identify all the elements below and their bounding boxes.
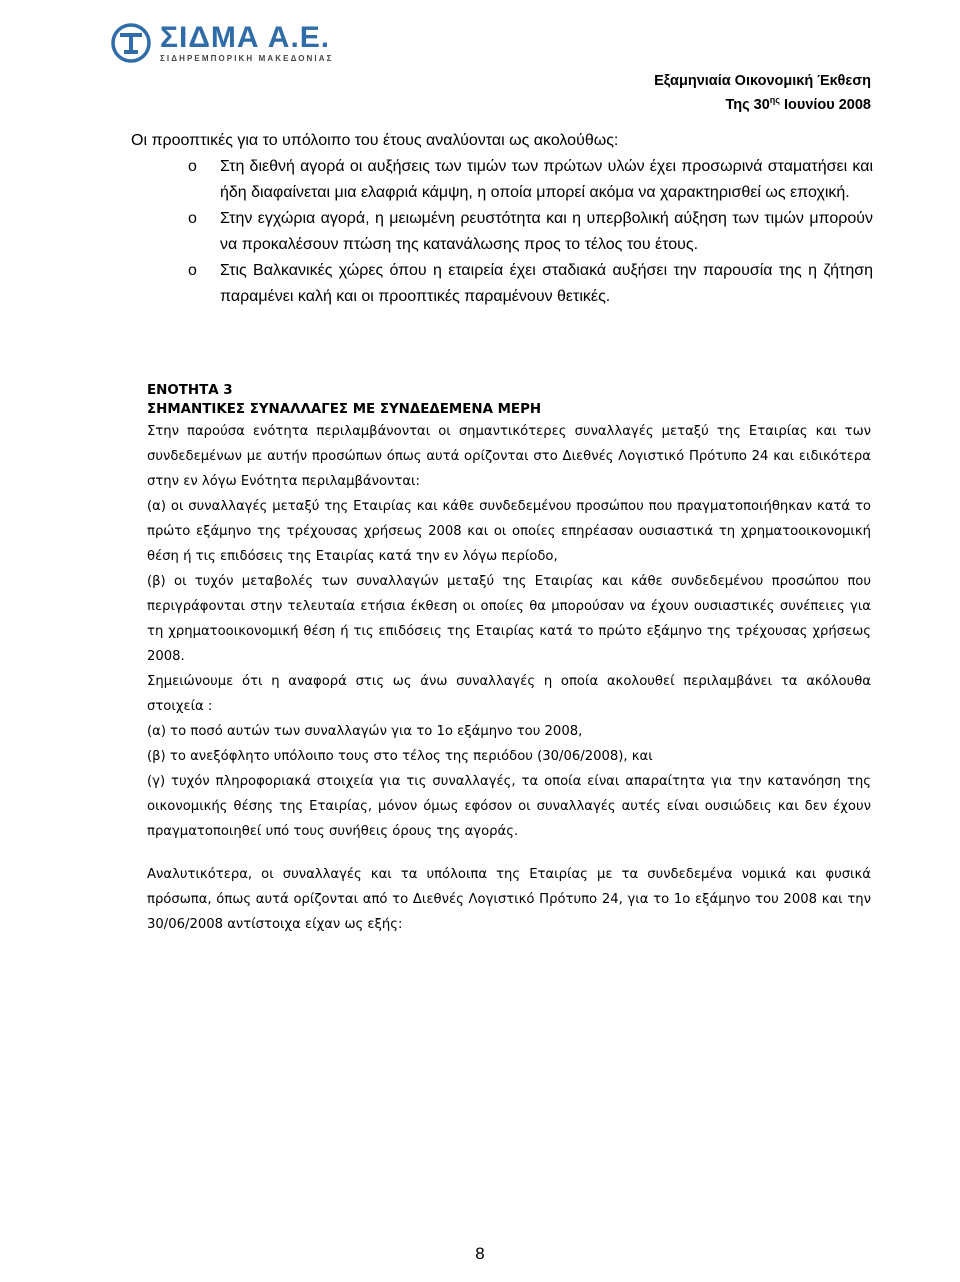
paragraph: Αναλυτικότερα, οι συναλλαγές και τα υπόλοιπα της Εταιρίας με τα συνδεδεμένα νομικά και φυσικά πρόσωπα, όπως αυτά ορίζονται από το Διεθνές Λογιστικό Πρότυπο 24, για το 1ο εξάμηνο του 2008 και την 30/06/2008 αντίστοιχα είχαν ως εξής:	[147, 867, 871, 932]
bullet-marker: o	[188, 158, 197, 175]
outlook-lead: Οι προοπτικές για το υπόλοιπο του έτους αναλύονται ως ακολούθως:	[131, 132, 619, 149]
bullet-marker: o	[188, 262, 197, 279]
list-item	[131, 206, 873, 258]
list-item	[131, 154, 873, 206]
section-title: ΣΗΜΑΝΤΙΚΕΣ ΣΥΝΑΛΛΑΓΕΣ ΜΕ ΣΥΝΔΕΔΕΜΕΝΑ ΜΕΡΗ	[147, 402, 542, 417]
report-title: Εξαμηνιαία Οικονομική Έκθεση	[654, 73, 871, 89]
report-date-suffix: Ιουνίου 2008	[779, 96, 871, 113]
paragraph: Σημειώνουμε ότι η αναφορά στις ως άνω συναλλαγές η οποία ακολουθεί περιλαμβάνει τα ακόλουθα στοιχεία :	[147, 674, 871, 714]
report-header	[654, 72, 871, 115]
outlook-list	[131, 154, 873, 310]
list-item-text: Στην εγχώρια αγορά, η μειωμένη ρευστότητα και η υπερβολική αύξηση των τιμών μπορούν να προκαλέσουν πτώση της κατανάλωσης προς το τέλος του έτους.	[220, 210, 873, 253]
logo-emblem-icon	[110, 22, 152, 64]
paragraph: (α) το ποσό αυτών των συναλλαγών για το 1ο εξάμηνο του 2008,	[147, 724, 583, 739]
paragraph: Στην παρούσα ενότητα περιλαμβάνονται οι σημαντικότερες συναλλαγές μεταξύ της Εταιρίας και των συνδεδεμένων με αυτήν προσώπων όπως αυτά ορίζονται στο Διεθνές Λογιστικό Πρότυπο 24 και ειδικότερα στην εν λόγω Ενότητα περιλαμβάνονται:	[147, 424, 871, 489]
section-number: ΕΝΟΤΗΤΑ 3	[147, 383, 233, 398]
paragraph: (β) το ανεξόφλητο υπόλοιπο τους στο τέλος της περιόδου (30/06/2008), και	[147, 749, 653, 764]
outlook-section	[131, 128, 873, 310]
report-date	[654, 91, 871, 115]
company-logo	[110, 22, 334, 64]
paragraph: (α) οι συναλλαγές μεταξύ της Εταιρίας και κάθε συνδεδεμένου προσώπου που πραγματοποιήθηκαν κατά το πρώτο εξάμηνο της τρέχουσας χρήσεως 2008 και οι οποίες επηρέασαν ουσιαστικά τη χρηματοοικονομική θέση ή τις επιδόσεις της Εταιρίας κατά την εν λόγω περίοδο,	[147, 499, 871, 564]
report-date-sup: ης	[769, 95, 780, 105]
bullet-marker: o	[188, 210, 197, 227]
logo-text	[160, 23, 334, 63]
page-number: 8	[475, 1244, 485, 1263]
section-3	[147, 381, 871, 937]
list-item-text: Στις Βαλκανικές χώρες όπου η εταιρεία έχει σταδιακά αυξήσει την παρουσία της η ζήτηση παραμένει καλή και οι προοπτικές παραμένουν θετικές.	[220, 262, 873, 305]
paragraph: (β) οι τυχόν μεταβολές των συναλλαγών μεταξύ της Εταιρίας και κάθε συνδεδεμένου προσώπου που περιγράφονται στην τελευταία ετήσια έκθεση οι οποίες θα μπορούσαν να έχουν ουσιαστικές συνέπειες για τη χρηματοοικονομική θέση ή τις επιδόσεις της Εταιρίας κατά το πρώτο εξάμηνο της τρέχουσας χρήσεως 2008.	[147, 574, 871, 664]
paragraph: (γ) τυχόν πληροφοριακά στοιχεία για τις συναλλαγές, τα οποία είναι απαραίτητα για την κατανόηση της οικονομικής θέσης της Εταιρίας, μόνον όμως εφόσον οι συναλλαγές αυτές είναι ουσιώδεις και δεν έχουν πραγματοποιηθεί υπό τους συνήθεις όρους της αγοράς.	[147, 774, 871, 839]
logo-name: ΣΙΔΜΑ Α.Ε.	[160, 21, 331, 54]
logo-subtitle: ΣΙΔΗΡΕΜΠΟΡΙΚΗ ΜΑΚΕΔΟΝΙΑΣ	[160, 54, 334, 63]
report-date-prefix: Της 30	[725, 96, 770, 113]
list-item-text: Στη διεθνή αγορά οι αυξήσεις των τιμών των πρώτων υλών έχει προσωρινά σταματήσει και ήδη διαφαίνεται μια ελαφριά κάμψη, η οποία μπορεί ακόμα να χαρακτηρισθεί ως εποχική.	[220, 158, 873, 201]
list-item	[131, 258, 873, 310]
spacer	[147, 844, 871, 862]
